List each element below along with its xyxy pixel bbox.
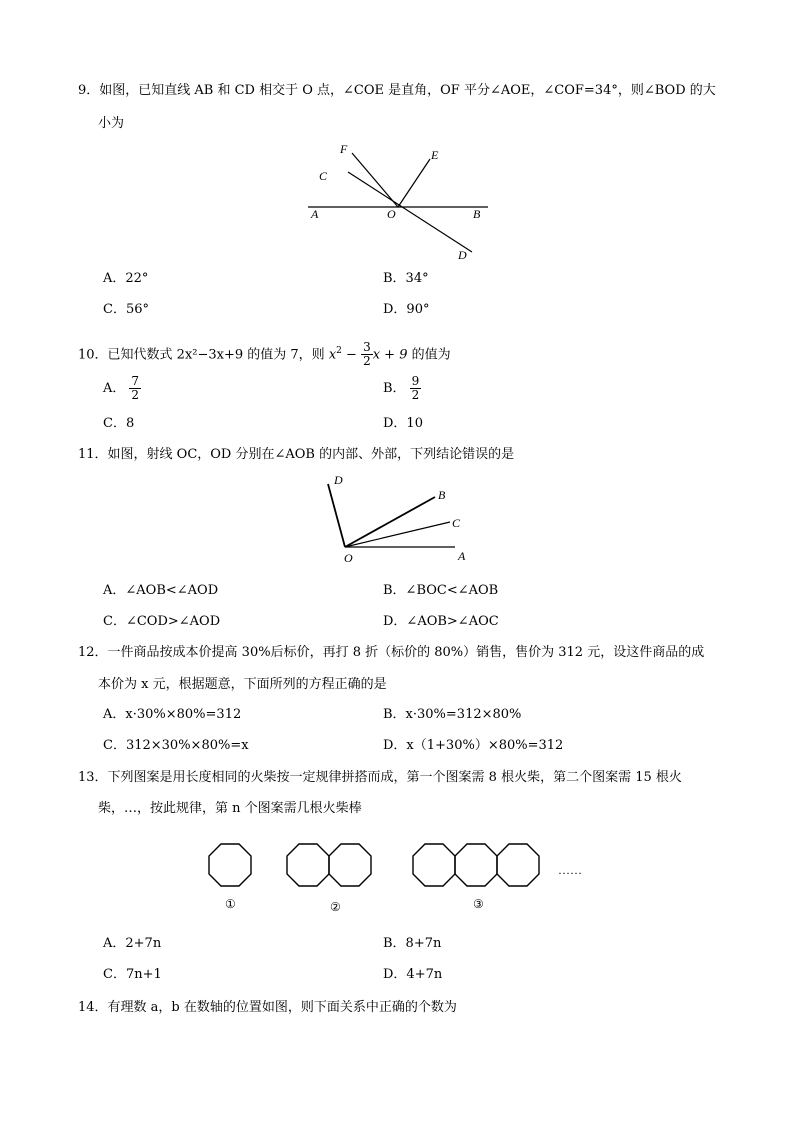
q10-option-b[interactable]: B． $\frac{9}{2}$ bbox=[383, 374, 420, 402]
q9-label-b: B bbox=[473, 207, 481, 221]
q9-label-a: A bbox=[311, 207, 319, 221]
q13-option-c[interactable]: C．7n+1 bbox=[103, 967, 162, 982]
q13-octagon-1 bbox=[209, 844, 251, 886]
q9-label-o: O bbox=[387, 207, 396, 221]
q13-stem-line2: 柴，…，按此规律，第 n 个图案需几根火柴棒 bbox=[98, 801, 362, 816]
q11-label-a: A bbox=[458, 549, 466, 563]
q10-stem-post: 的值为 bbox=[411, 347, 451, 363]
q12-option-d[interactable]: D．x（1+30%）×80%=312 bbox=[383, 738, 564, 753]
q11-figure bbox=[320, 472, 480, 567]
q11-label-o: O bbox=[344, 551, 353, 565]
q10-expr-x: x bbox=[328, 347, 337, 363]
q13-label-2: ② bbox=[330, 900, 341, 914]
q13-ellipsis: …… bbox=[558, 863, 582, 877]
q10-fraction: $\frac{3}{2}$ bbox=[363, 340, 371, 369]
q12-option-b[interactable]: B．x·30%=312×80% bbox=[383, 707, 522, 722]
q13-octagon-2a bbox=[287, 844, 329, 886]
q13-octagon-2b bbox=[329, 844, 371, 886]
q10-stem bbox=[78, 338, 451, 368]
q13-option-b[interactable]: B．8+7n bbox=[383, 936, 442, 951]
q9-label-d: D bbox=[458, 248, 467, 262]
q13-option-a[interactable]: A．2+7n bbox=[103, 936, 162, 951]
q11-stem: 11．如图，射线 OC，OD 分别在∠AOB 的内部、外部，下列结论错误的是 bbox=[78, 447, 515, 462]
q10-option-d[interactable]: D．10 bbox=[383, 416, 423, 431]
q10-expr-sup: 2 bbox=[336, 346, 342, 356]
q9-option-d[interactable]: D．90° bbox=[383, 302, 430, 317]
q13-octagon-3a bbox=[413, 844, 455, 886]
q13-stem-line1: 13．下列图案是用长度相同的火柴按一定规律拼搭而成，第一个图案需 8 根火柴，第二个图案需 15 根火 bbox=[78, 770, 682, 785]
q9-option-a[interactable]: A．22° bbox=[103, 271, 149, 286]
q14-stem: 14．有理数 a，b 在数轴的位置如图，则下面关系中正确的个数为 bbox=[78, 1000, 457, 1015]
q12-stem-line2: 本价为 x 元，根据题意，下面所列的方程正确的是 bbox=[98, 677, 387, 692]
q9-stem-line2: 小为 bbox=[98, 116, 125, 131]
q13-figure bbox=[200, 838, 600, 918]
q11-label-c: C bbox=[452, 516, 461, 530]
q12-option-a[interactable]: A．x·30%×80%=312 bbox=[103, 707, 242, 722]
q10-stem-pre: 10．已知代数式 2x²−3x+9 的值为 7，则 bbox=[78, 347, 325, 363]
q10-expr-rest: x + 9 bbox=[372, 347, 408, 363]
q9-stem-line1: 9．如图，已知直线 AB 和 CD 相交于 O 点，∠COE 是直角，OF 平分∠AOE，∠COF=34°，则∠BOD 的大 bbox=[78, 83, 716, 98]
q13-octagon-3c bbox=[497, 844, 539, 886]
q12-stem-line1: 12．一件商品按成本价提高 30%后标价，再打 8 折（标价的 80%）销售，售价为 312 元，设这件商品的成 bbox=[78, 645, 705, 660]
q13-octagon-3b bbox=[455, 844, 497, 886]
q9-option-b[interactable]: B．34° bbox=[383, 271, 429, 286]
q9-label-c: C bbox=[319, 169, 328, 183]
q13-label-1: ① bbox=[225, 897, 236, 911]
q11-label-d: D bbox=[334, 473, 343, 487]
q9-label-e: E bbox=[431, 148, 439, 162]
q12-option-c[interactable]: C．312×30%×80%=x bbox=[103, 738, 249, 753]
q11-option-d[interactable]: D．∠AOB>∠AOC bbox=[383, 614, 499, 629]
q10-expr-minus: − bbox=[341, 347, 362, 363]
q10-option-a[interactable]: A． $\frac{7}{2}$ bbox=[103, 374, 140, 402]
q9-figure bbox=[300, 140, 500, 265]
q11-option-b[interactable]: B．∠BOC<∠AOB bbox=[383, 583, 499, 598]
q11-option-a[interactable]: A．∠AOB<∠AOD bbox=[103, 583, 219, 598]
q13-label-3: ③ bbox=[473, 897, 484, 911]
q9-label-f: F bbox=[340, 142, 348, 156]
q11-option-c[interactable]: C．∠COD>∠AOD bbox=[103, 614, 221, 629]
q13-option-d[interactable]: D．4+7n bbox=[383, 967, 443, 982]
q9-option-c[interactable]: C．56° bbox=[103, 302, 149, 317]
q10-option-c[interactable]: C．8 bbox=[103, 416, 135, 431]
q11-label-b: B bbox=[438, 488, 446, 502]
